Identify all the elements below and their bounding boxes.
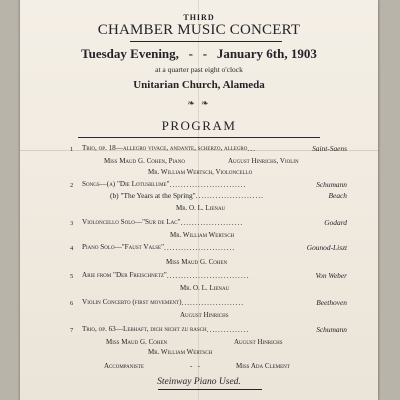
title-underline (130, 41, 282, 42)
performer: Mr. William Wertsch, Violoncello (148, 168, 253, 176)
item-title-line: Arie from "Der Freischnetz" ............................. Von Weber (82, 271, 347, 280)
composer: Von Weber (315, 271, 347, 280)
item-number: 4 (70, 245, 74, 252)
concert-ordinal: THIRD (183, 13, 215, 22)
performer: Miss Maud G. Cohen, Piano (104, 157, 186, 165)
performer: August Hinrichs (234, 338, 283, 346)
steinway-underline (158, 389, 262, 390)
performer: Mr. William Wertsch (148, 348, 213, 356)
concert-date: Tuesday Evening, - - January 6th, 1903 (81, 46, 317, 61)
composer: Beethoven (316, 298, 347, 307)
performer: August Hinrichs, Violin (228, 157, 299, 165)
item-number: 2 (70, 182, 74, 189)
composer: Schumann (316, 325, 347, 334)
item-title-line: Violoncello Solo—"Sur de Lac" ...................... Godard (82, 218, 347, 227)
accompaniste-name: Miss Ada Clement (236, 362, 290, 370)
composer: Schumann (316, 180, 347, 189)
item-number: 6 (70, 300, 74, 307)
accompaniste-label: Accompaniste (104, 362, 144, 370)
program-heading: PROGRAM (161, 118, 237, 133)
item-number: 7 (70, 327, 74, 334)
composer: Godard (324, 218, 347, 227)
accompaniste-dashes: - - (190, 362, 200, 370)
item-title-line: Trio, op. 18—allegro vivace, andante, scherzo, allegro ... Saint-Saens (82, 144, 347, 153)
performer: Mr. O. L. Lienau (180, 284, 230, 292)
concert-title: CHAMBER MUSIC CONCERT (97, 22, 301, 38)
item-title-line: Violin Concerto (first movement) ...................... Beethoven (82, 298, 347, 307)
item-title-line: (b) "The Years at the Spring" ........................ Beach (110, 191, 347, 200)
item-title-line: Songs—(a) "Die Lotusblume" ........................... Schumann (82, 180, 347, 189)
performer: Mr. William Wertsch (170, 231, 235, 239)
program-rule (78, 137, 320, 138)
performer: Miss Maud G. Cohen (166, 258, 228, 266)
leaf-ornament-icon: ❧ ❧ (187, 98, 211, 108)
performer: Mr. O. L. Lienau (176, 204, 226, 212)
item-title-line: Piano Solo—"Faust Valse" ......................... Gounod-Liszt (82, 243, 347, 252)
concert-venue: Unitarian Church, Alameda (133, 79, 265, 91)
item-number: 5 (70, 273, 74, 280)
item-number: 3 (70, 220, 74, 227)
composer: Saint-Saens (312, 144, 347, 153)
concert-time: at a quarter past eight o'clock (155, 65, 243, 74)
composer: Beach (328, 191, 347, 200)
item-number: 1 (70, 146, 74, 153)
item-title-line: Trio, op. 63—Lebhaft, dich nicht zu rasch ............... Schumann (82, 325, 347, 334)
composer: Gounod-Liszt (306, 243, 347, 252)
performer: Miss Maud G. Cohen (106, 338, 168, 346)
performer: August Hinrichs (180, 311, 229, 319)
steinway-note: Steinway Piano Used. (157, 377, 241, 387)
concert-program-sheet (20, 0, 378, 400)
